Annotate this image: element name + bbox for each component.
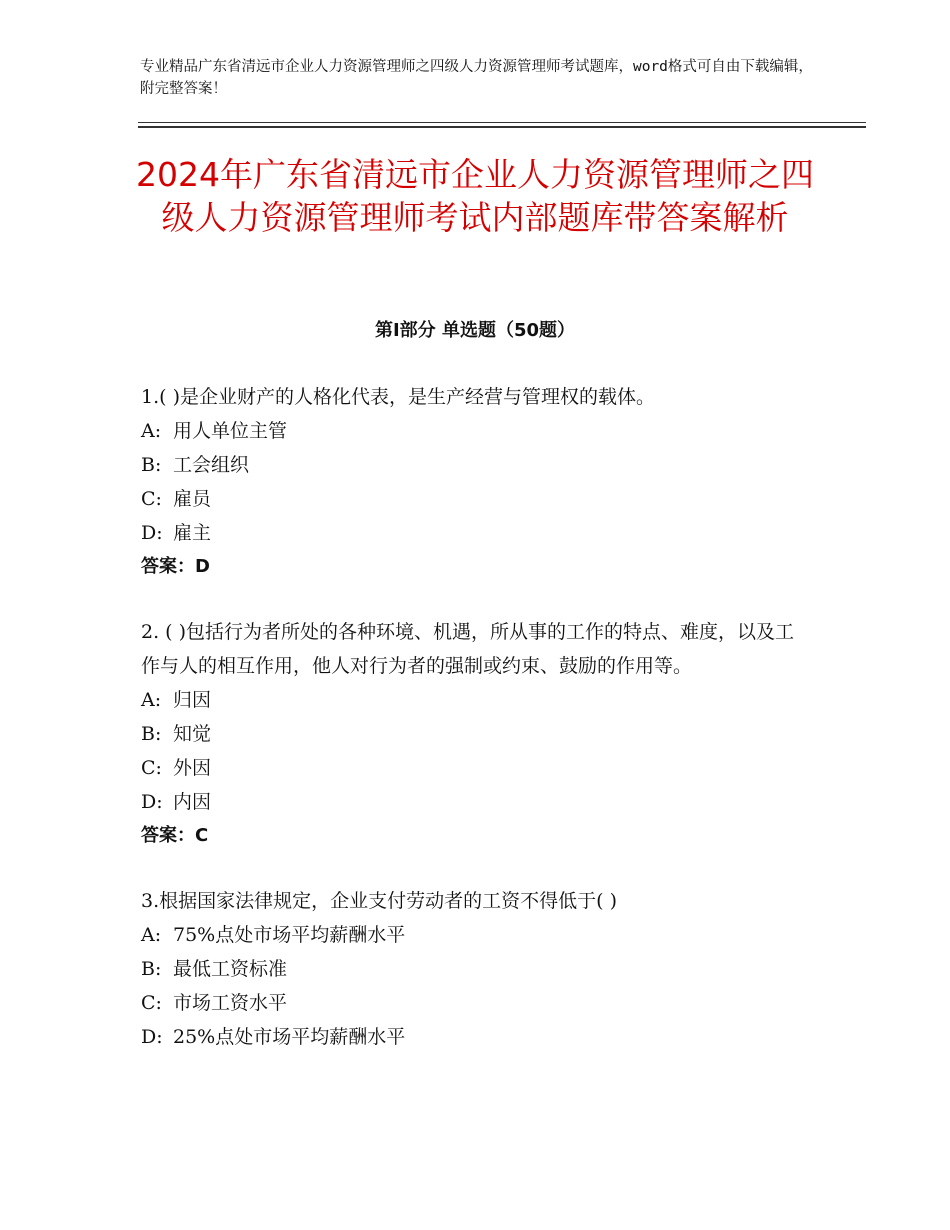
document-title: 2024年广东省清远市企业人力资源管理师之四级人力资源管理师考试内部题库带答案解析 bbox=[136, 155, 814, 237]
answer bbox=[141, 819, 811, 853]
option-label: C: bbox=[141, 757, 162, 779]
option-label: B: bbox=[141, 723, 162, 745]
option-b bbox=[141, 952, 811, 986]
option-d bbox=[141, 516, 811, 550]
question-text: 3.根据国家法律规定，企业支付劳动者的工资不得低于( ) bbox=[141, 890, 617, 912]
answer bbox=[141, 550, 811, 584]
section-heading: 第Ⅰ部分 单选题（50题） bbox=[374, 320, 575, 341]
option-d bbox=[141, 1020, 811, 1054]
option-a bbox=[141, 414, 811, 448]
option-text: 内因 bbox=[173, 791, 212, 813]
option-label: A: bbox=[141, 420, 162, 442]
option-text: 工会组织 bbox=[173, 454, 250, 476]
option-label: A: bbox=[141, 924, 162, 946]
option-label: A: bbox=[141, 689, 162, 711]
option-a bbox=[141, 918, 811, 952]
option-text: 最低工资标准 bbox=[173, 958, 288, 980]
option-label: D: bbox=[141, 522, 163, 544]
option-b bbox=[141, 717, 811, 751]
option-label: D: bbox=[141, 791, 163, 813]
option-text: 75%点处市场平均薪酬水平 bbox=[173, 924, 406, 946]
option-a bbox=[141, 683, 811, 717]
option-text: 雇主 bbox=[173, 522, 212, 544]
option-text: 归因 bbox=[173, 689, 212, 711]
option-label: C: bbox=[141, 488, 162, 510]
question-text: 2. ( )包括行为者所处的各种环境、机遇，所从事的工作的特点、难度，以及工作与人的相互作用，他人对行为者的强制或约束、鼓励的作用等。 bbox=[141, 621, 795, 677]
option-text: 雇员 bbox=[173, 488, 212, 510]
option-text: 外因 bbox=[173, 757, 212, 779]
option-label: B: bbox=[141, 958, 162, 980]
option-c bbox=[141, 986, 811, 1020]
option-c bbox=[141, 751, 811, 785]
header-divider-thick bbox=[138, 126, 866, 128]
answer-prefix: 答案： bbox=[141, 825, 195, 846]
option-d bbox=[141, 785, 811, 819]
option-label: B: bbox=[141, 454, 162, 476]
option-label: D: bbox=[141, 1026, 163, 1048]
option-c bbox=[141, 482, 811, 516]
question-3 bbox=[141, 884, 811, 1054]
option-text: 用人单位主管 bbox=[173, 420, 288, 442]
option-label: C: bbox=[141, 992, 162, 1014]
answer-value: C bbox=[195, 825, 209, 846]
answer-value: D bbox=[195, 556, 210, 577]
question-text: 1.( )是企业财产的人格化代表，是生产经营与管理权的载体。 bbox=[141, 386, 655, 408]
option-text: 25%点处市场平均薪酬水平 bbox=[173, 1026, 406, 1048]
option-b bbox=[141, 448, 811, 482]
question-1 bbox=[141, 380, 811, 584]
question-2 bbox=[141, 615, 811, 853]
option-text: 市场工资水平 bbox=[173, 992, 288, 1014]
header-divider-thin bbox=[138, 122, 866, 123]
question-list bbox=[141, 380, 811, 1085]
header-note: 专业精品广东省清远市企业人力资源管理师之四级人力资源管理师考试题库，word格式可自由下载编辑，附完整答案！ bbox=[140, 59, 813, 97]
answer-prefix: 答案： bbox=[141, 556, 195, 577]
option-text: 知觉 bbox=[173, 723, 212, 745]
